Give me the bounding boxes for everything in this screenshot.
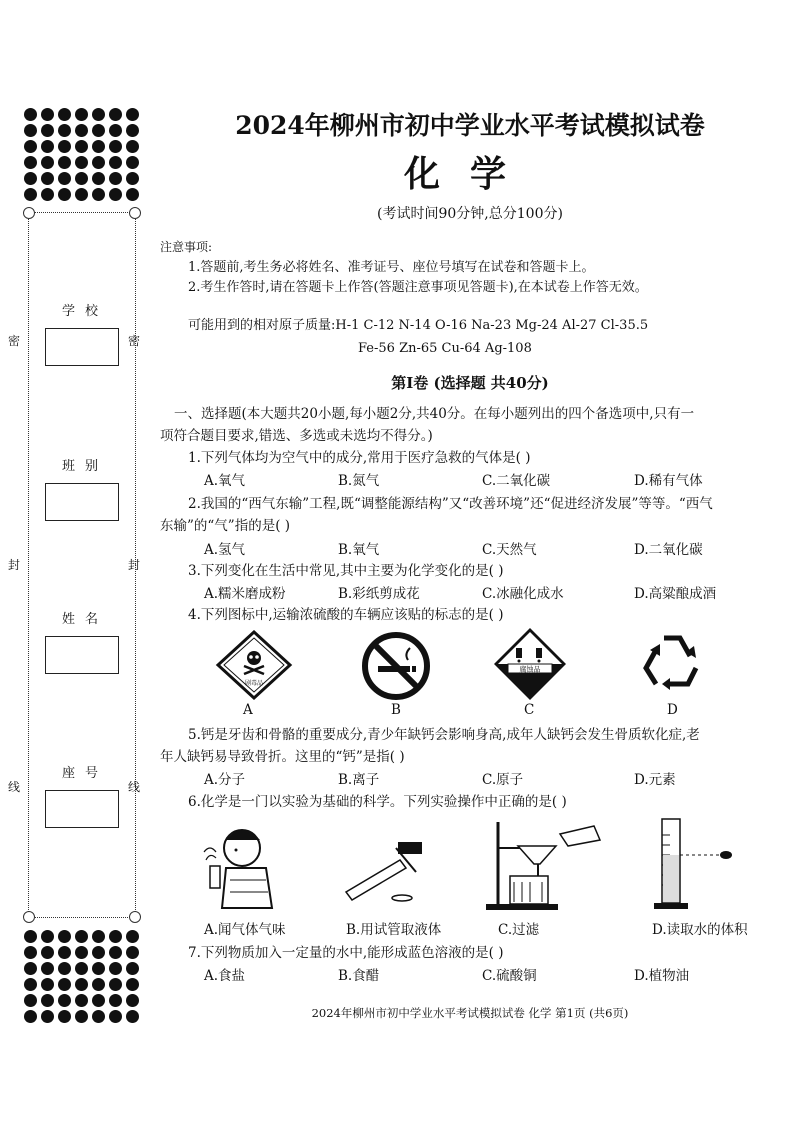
q2-option-c[interactable]: C.天然气 <box>482 542 537 558</box>
q3-option-b[interactable]: B.彩纸剪成花 <box>338 586 420 602</box>
decorative-dot <box>126 946 139 959</box>
section-title: 第Ⅰ卷 (选择题 共40分) <box>391 374 549 392</box>
decorative-dot <box>92 172 105 185</box>
decorative-dot <box>41 930 54 943</box>
q1-option-d[interactable]: D.稀有气体 <box>634 473 703 489</box>
decorative-dot <box>126 930 139 943</box>
margin-corner-mark <box>129 207 141 219</box>
decorative-dot <box>92 140 105 153</box>
no-smoking-icon[interactable] <box>360 630 432 702</box>
seal-char: 封 <box>8 558 21 572</box>
decorative-dot <box>92 108 105 121</box>
q2-option-a[interactable]: A.氢气 <box>204 542 246 558</box>
q1-option-c[interactable]: C.二氧化碳 <box>482 473 551 489</box>
decorative-dot <box>24 140 37 153</box>
decorative-dot <box>41 172 54 185</box>
decorative-dot <box>75 946 88 959</box>
decorative-dot <box>24 946 37 959</box>
decorative-dot <box>24 978 37 991</box>
margin-corner-mark <box>129 911 141 923</box>
q3-option-d[interactable]: D.高粱酿成酒 <box>634 586 717 602</box>
decorative-dot <box>126 156 139 169</box>
question-2: 东输”的“气”指的是( ) <box>160 518 291 534</box>
q6-option-c[interactable]: C.过滤 <box>498 922 540 938</box>
decorative-dot <box>58 946 71 959</box>
question-3: 3.下列变化在生活中常见,其中主要为化学变化的是( ) <box>188 563 504 579</box>
school-field[interactable] <box>45 328 119 366</box>
decorative-dot <box>24 994 37 1007</box>
decorative-dot <box>24 172 37 185</box>
decorative-dot <box>92 124 105 137</box>
exam-time-info: (考试时间90分钟,总分100分) <box>377 206 563 222</box>
decorative-dot <box>58 1010 71 1023</box>
decorative-dot <box>24 962 37 975</box>
decorative-dot <box>58 962 71 975</box>
seat-number-label: 座号 <box>61 766 108 781</box>
decorative-dot <box>58 930 71 943</box>
margin-corner-mark <box>23 207 35 219</box>
decorative-dot <box>92 962 105 975</box>
q1-option-b[interactable]: B.氮气 <box>338 473 380 489</box>
decorative-dot <box>109 930 122 943</box>
decorative-dot <box>75 156 88 169</box>
notice-item: 1.答题前,考生务必将姓名、准考证号、座位号填写在试卷和答题卡上。 <box>188 260 595 275</box>
decorative-dot <box>126 962 139 975</box>
question-4: 4.下列图标中,运输浓硫酸的车辆应该贴的标志的是( ) <box>188 607 504 623</box>
decorative-dot <box>41 140 54 153</box>
decorative-dot <box>75 108 88 121</box>
decorative-dot <box>92 156 105 169</box>
subject-title: 化学 <box>403 153 536 195</box>
decorative-dot <box>126 1010 139 1023</box>
question-7: 7.下列物质加入一定量的水中,能形成蓝色溶液的是( ) <box>188 945 504 961</box>
graduated-cylinder-illustration[interactable] <box>642 815 742 913</box>
decorative-dot <box>92 188 105 201</box>
name-label: 姓名 <box>61 612 108 627</box>
decorative-dot <box>109 172 122 185</box>
decorative-dot <box>58 140 71 153</box>
margin-corner-mark <box>23 911 35 923</box>
decorative-dot <box>58 156 71 169</box>
q1-option-a[interactable]: A.氧气 <box>204 473 246 489</box>
decorative-dot <box>109 978 122 991</box>
question-1: 1.下列气体均为空气中的成分,常用于医疗急救的气体是( ) <box>188 450 531 466</box>
q7-option-b[interactable]: B.食醋 <box>338 968 380 984</box>
seal-char: 密 <box>8 334 21 348</box>
q4-option-d[interactable]: D <box>667 702 678 718</box>
decorative-dot <box>41 962 54 975</box>
decorative-dot <box>109 108 122 121</box>
decorative-dot <box>109 124 122 137</box>
question-2: 2.我国的“西气东输”工程,既“调整能源结构”又“改善环境”还“促进经济发展”等等。“西气 <box>188 496 713 512</box>
atomic-masses: Fe-56 Zn-65 Cu-64 Ag-108 <box>358 341 532 356</box>
decorative-dot <box>109 156 122 169</box>
decorative-dot <box>75 978 88 991</box>
decorative-dot <box>75 140 88 153</box>
q6-option-b[interactable]: B.用试管取液体 <box>346 922 442 938</box>
decorative-dot <box>92 930 105 943</box>
bottom-dot-pattern <box>24 930 144 1023</box>
q7-option-a[interactable]: A.食盐 <box>204 968 246 984</box>
q2-option-b[interactable]: B.氧气 <box>338 542 380 558</box>
decorative-dot <box>41 124 54 137</box>
decorative-dot <box>109 962 122 975</box>
smelling-gas-illustration[interactable] <box>186 820 296 912</box>
q4-option-a[interactable]: A <box>243 702 253 718</box>
seal-char: 封 <box>128 558 141 572</box>
decorative-dot <box>126 124 139 137</box>
decorative-dot <box>41 946 54 959</box>
q7-option-c[interactable]: C.硫酸铜 <box>482 968 537 984</box>
decorative-dot <box>126 140 139 153</box>
page-footer: 2024年柳州市初中学业水平考试模拟试卷 化学 第1页 (共6页) <box>311 1006 629 1020</box>
class-field[interactable] <box>45 483 119 521</box>
q5-option-b[interactable]: B.离子 <box>338 772 380 788</box>
toxic-hazard-icon[interactable] <box>214 630 294 700</box>
decorative-dot <box>126 172 139 185</box>
toxic-icon-label: 剧毒品 <box>244 680 264 687</box>
decorative-dot <box>75 124 88 137</box>
notice-item: 2.考生作答时,请在答题卡上作答(答题注意事项见答题卡),在本试卷上作答无效。 <box>188 280 648 295</box>
question-6: 6.化学是一门以实验为基础的科学。下列实验操作中正确的是( ) <box>188 794 567 810</box>
class-label: 班别 <box>61 459 108 474</box>
decorative-dot <box>75 1010 88 1023</box>
decorative-dot <box>92 1010 105 1023</box>
atomic-masses: 可能用到的相对原子质量:H-1 C-12 N-14 O-16 Na-23 Mg-24 Al-27 Cl-35.5 <box>188 318 649 333</box>
corrosive-icon-label: 腐蚀品 <box>519 665 541 674</box>
section-instructions: 一、选择题(本大题共20小题,每小题2分,共40分。在每小题列出的四个备选项中,只有一 <box>174 406 695 422</box>
decorative-dot <box>58 108 71 121</box>
decorative-dot <box>24 188 37 201</box>
exam-title: 2024年柳州市初中学业水平考试模拟试卷 <box>235 111 705 140</box>
q6-option-a[interactable]: A.闻气体气味 <box>204 922 286 938</box>
notice-heading: 注意事项: <box>160 240 213 254</box>
decorative-dot <box>58 978 71 991</box>
decorative-dot <box>58 124 71 137</box>
q4-option-c[interactable]: C <box>524 702 535 718</box>
decorative-dot <box>75 172 88 185</box>
q5-option-a[interactable]: A.分子 <box>204 772 246 788</box>
decorative-dot <box>75 962 88 975</box>
decorative-dot <box>126 188 139 201</box>
school-label: 学校 <box>61 304 108 319</box>
decorative-dot <box>126 994 139 1007</box>
decorative-dot <box>58 172 71 185</box>
seal-char: 线 <box>8 780 21 794</box>
decorative-dot <box>24 124 37 137</box>
decorative-dot <box>58 188 71 201</box>
decorative-dot <box>109 994 122 1007</box>
seal-char: 线 <box>128 780 141 794</box>
q7-option-d[interactable]: D.植物油 <box>634 968 690 984</box>
test-tube-dropper-illustration[interactable] <box>336 832 446 907</box>
decorative-dot <box>109 1010 122 1023</box>
decorative-dot <box>126 108 139 121</box>
decorative-dot <box>24 1010 37 1023</box>
decorative-dot <box>24 156 37 169</box>
q2-option-d[interactable]: D.二氧化碳 <box>634 542 703 558</box>
seat-number-field[interactable] <box>45 790 119 828</box>
decorative-dot <box>41 188 54 201</box>
recycle-icon[interactable] <box>634 628 710 700</box>
decorative-dot <box>41 1010 54 1023</box>
decorative-dot <box>109 188 122 201</box>
section-instructions: 项符合题目要求,错选、多选或未选均不得分。) <box>160 428 433 444</box>
seal-char: 密 <box>128 334 141 348</box>
decorative-dot <box>92 994 105 1007</box>
name-field[interactable] <box>45 636 119 674</box>
decorative-dot <box>24 108 37 121</box>
q4-option-b[interactable]: B <box>391 702 401 718</box>
decorative-dot <box>75 930 88 943</box>
decorative-dot <box>41 156 54 169</box>
decorative-dot <box>41 108 54 121</box>
q3-option-c[interactable]: C.冰融化成水 <box>482 586 564 602</box>
decorative-dot <box>109 140 122 153</box>
decorative-dot <box>92 946 105 959</box>
decorative-dot <box>109 946 122 959</box>
corrosive-hazard-icon[interactable] <box>492 626 568 702</box>
decorative-dot <box>58 994 71 1007</box>
decorative-dot <box>92 978 105 991</box>
decorative-dot <box>24 930 37 943</box>
q3-option-a[interactable]: A.糯米磨成粉 <box>204 586 286 602</box>
q5-option-c[interactable]: C.原子 <box>482 772 524 788</box>
top-dot-pattern <box>24 108 144 201</box>
q5-option-d[interactable]: D.元素 <box>634 772 676 788</box>
decorative-dot <box>75 188 88 201</box>
decorative-dot <box>41 978 54 991</box>
decorative-dot <box>126 978 139 991</box>
decorative-dot <box>41 994 54 1007</box>
question-5: 5.钙是牙齿和骨骼的重要成分,青少年缺钙会影响身高,成年人缺钙会发生骨质软化症,老 <box>188 727 700 743</box>
question-5: 年人缺钙易导致骨折。这里的“钙”是指( ) <box>160 749 405 765</box>
decorative-dot <box>75 994 88 1007</box>
q6-option-d[interactable]: D.读取水的体积 <box>652 922 748 938</box>
filtration-illustration[interactable] <box>476 818 606 913</box>
